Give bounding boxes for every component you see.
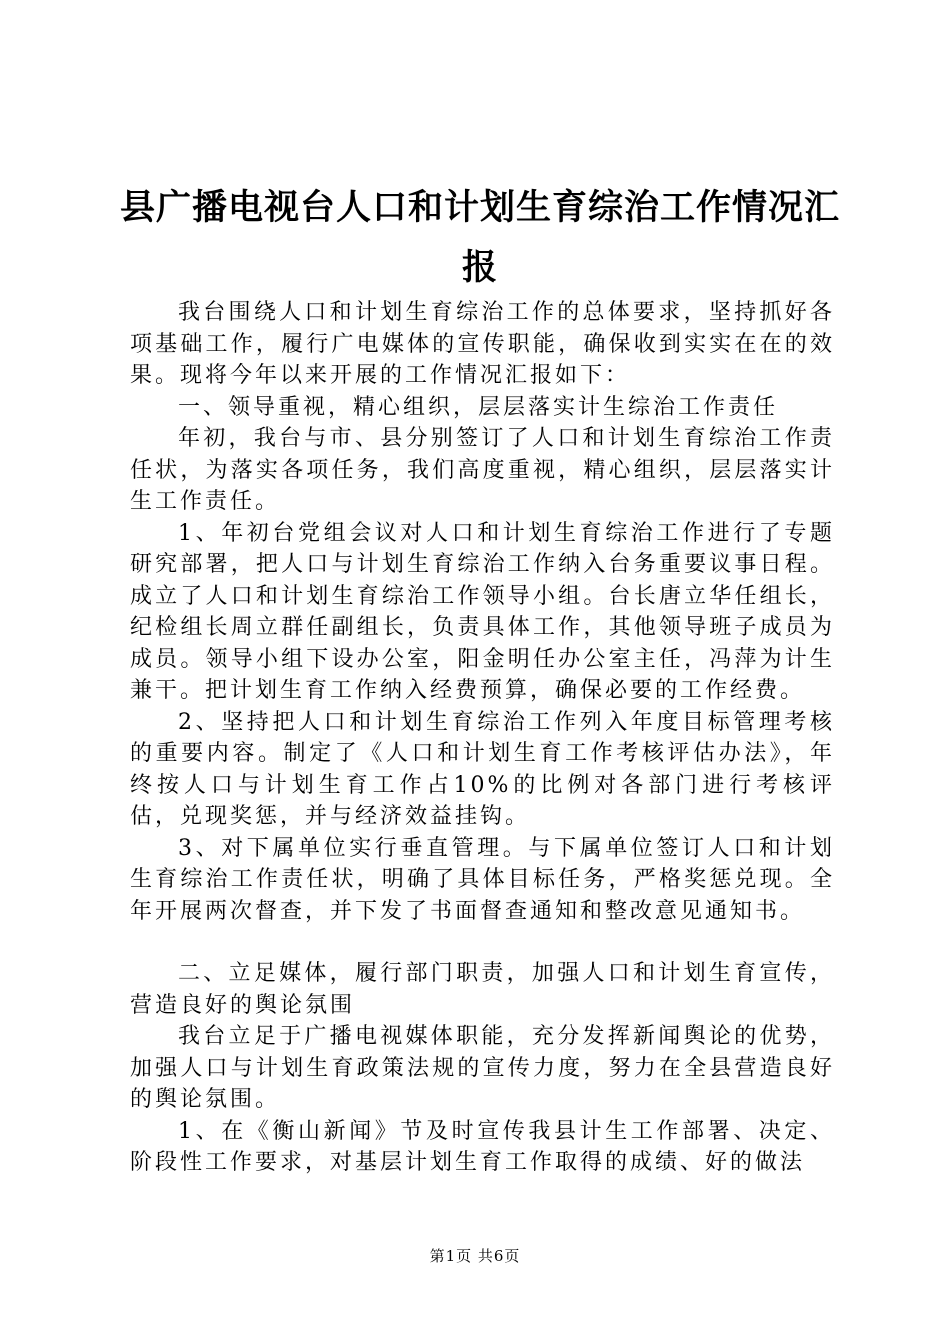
paragraph: 我台立足于广播电视媒体职能，充分发挥新闻舆论的优势，加强人口与计划生育政策法规的宣传力度，努力在全县营造良好的舆论氛围。 (130, 1024, 835, 1112)
paragraph-intro: 我台围绕人口和计划生育综治工作的总体要求，坚持抓好各项基础工作，履行广电媒体的宣传职能，确保收到实实在在的效果。现将今年以来开展的工作情况汇报如下： (130, 300, 835, 388)
paragraph: 1、在《衡山新闻》节及时宣传我县计生工作部署、决定、阶段性工作要求，对基层计划生育工作取得的成绩、好的做法 (130, 1118, 835, 1175)
page-number-footer: 第1页 共6页 (429, 1247, 521, 1265)
paragraph: 年初，我台与市、县分别签订了人口和计划生育综治工作责任状，为落实各项任务，我们高度重视，精心组织，层层落实计生工作责任。 (130, 426, 835, 514)
section-heading-1: 一、领导重视，精心组织，层层落实计生综治工作责任 (178, 394, 779, 420)
document-title: 县广播电视台人口和计划生育综治工作情况汇报 (120, 187, 841, 288)
paragraph: 1、年初台党组会议对人口和计划生育综治工作进行了专题研究部署，把人口与计划生育综治工作纳入台务重要议事日程。成立了人口和计划生育综治工作领导小组。台长唐立华任组长，纪检组长周立群任副组长，负责具体工作，其他领导班子成员为成员。领导小组下设办公室，阳金明任办公室主任，冯萍为计生兼干。把计划生育工作纳入经费预算，确保必要的工作经费。 (130, 520, 835, 703)
paragraph: 2、坚持把人口和计划生育综治工作列入年度目标管理考核的重要内容。制定了《人口和计划生育工作考核评估办法》，年终按人口与计划生育工作占10%的比例对各部门进行考核评估，兑现奖惩，并与经济效益挂钩。 (130, 709, 835, 829)
section-heading-2: 二、立足媒体，履行部门职责，加强人口和计划生育宣传，营造良好的舆论氛围 (130, 961, 835, 1018)
document-body (130, 297, 835, 1179)
paragraph: 3、对下属单位实行垂直管理。与下属单位签订人口和计划生育综治工作责任状，明确了具体目标任务，严格奖惩兑现。全年开展两次督查，并下发了书面督查通知和整改意见通知书。 (130, 835, 835, 924)
